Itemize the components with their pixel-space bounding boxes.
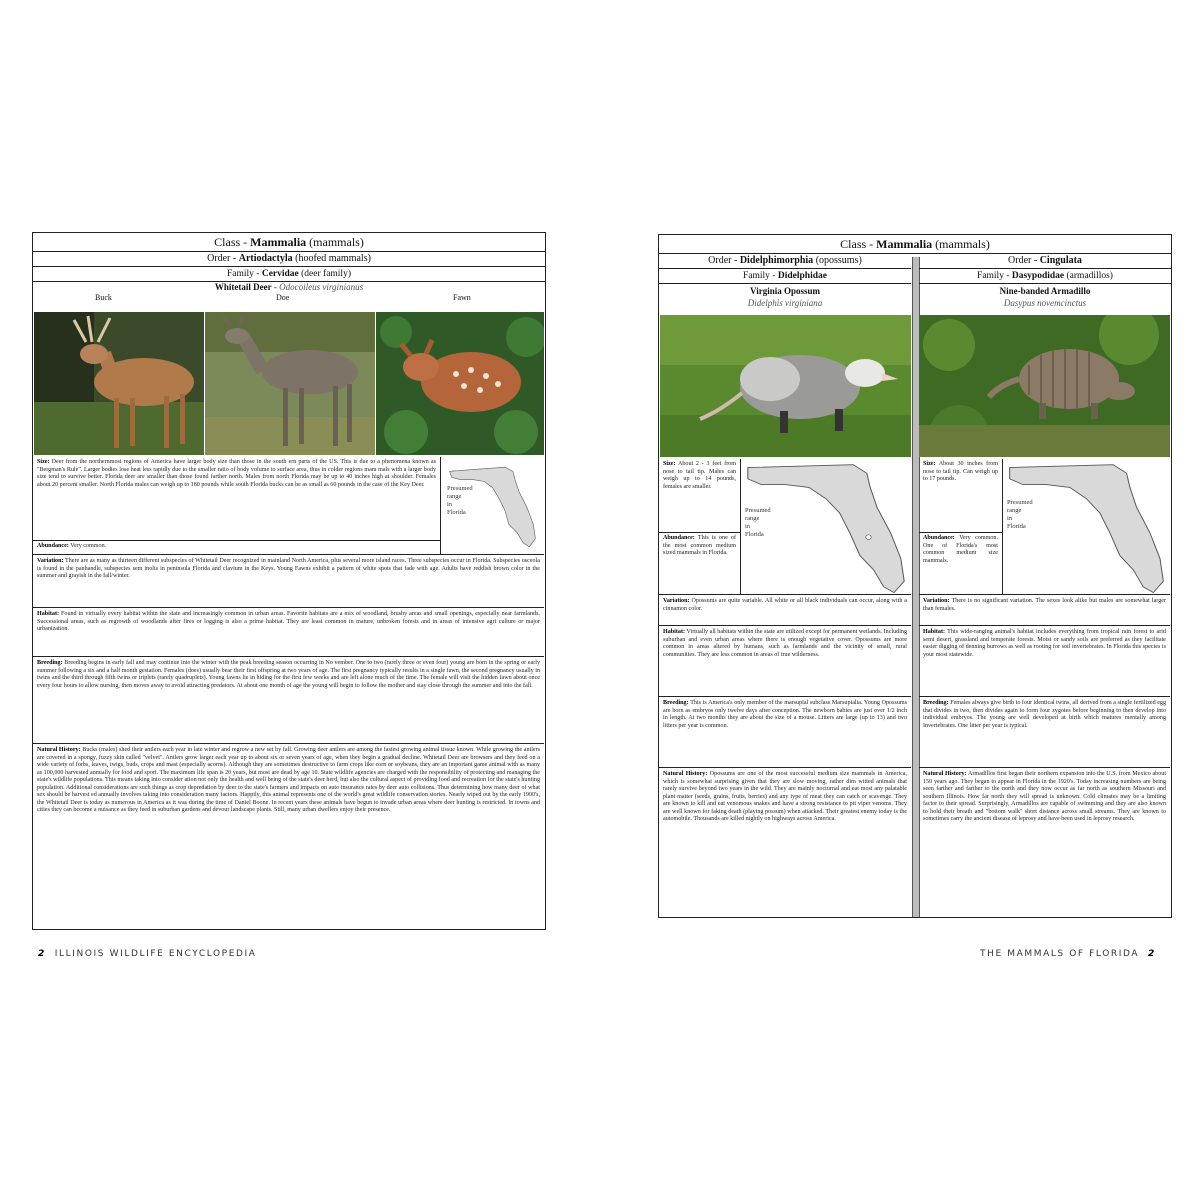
opossum-family-header: Family - Didelphidae <box>659 269 911 284</box>
class-header: Class - Mammalia (mammals) <box>659 235 1171 254</box>
species-title: Whitetail Deer - Odocoileus virginianus <box>214 282 364 292</box>
right-page-number: 2 <box>1148 949 1156 959</box>
photo-label-fawn: Fawn <box>453 293 471 302</box>
variation-section: Variation: There are as many as thirteen different subspecies of Whitetail Deer recognized in mainland North America, plus several more island races. Three subspecies occur in Florida. Subspecies osceola is found in the panhandle, subspecies sem inolis in peninsula Florida and clavium in the Keys. Young Fawns exhibit a pattern of white spots that fade with age. Adults have reddish brown color in the summer and grayish in the fall/winter. <box>33 556 544 608</box>
armadillo-range-map <box>1003 459 1170 595</box>
range-map <box>441 457 544 555</box>
left-page-number: 2 <box>38 949 46 959</box>
class-header: Class - Mammalia (mammals) <box>33 233 545 252</box>
armadillo-title: Nine-banded Armadillo Dasypus novemcinctus <box>999 286 1091 308</box>
armadillo-natural-history-section: Natural History: Armadillos first began their northern expansion into the U.S. from Mexico about 150 years ago. They began to appear in Florida in the 1920's. Today increasing numbers are being seen farther and farther to the north and they now occur as far north as southern Missouri and southern Illinois. How far north they will spread is unknown. Cold climates may be a limiting factor to their spread. Surprisingly, Armadillos are capable of swimming and they are also known to hold their breath and "bottom walk" short distance across small streams. They are known to sometimes carry the ancient disease of leprosy and have been used in leprosy research. <box>923 771 1167 822</box>
opossum-habitat-section: Habitat: Virtually all habitats within the state are utilized except for permanent wetlands. Including suburban and even urban areas where there is enough vegetative cover. Opossums are more common in areas altered by humans, such as farmlands and the vicinity of small, rural communities. They are less common in areas of true wilderness. <box>659 627 911 697</box>
armadillo-variation-section: Variation: There is no significant variation. The sexes look alike but males are somewhat larger than females. <box>919 596 1170 626</box>
opossum-title: Virginia Opossum Didelphis virginiana <box>747 286 823 308</box>
order-header: Order - Artiodactyla (hoofed mammals) <box>33 252 545 267</box>
armadillo-photo <box>919 315 1170 457</box>
natural-history-section: Natural History: Bucks (males) shed their antlers each year in late winter and regrow a new set by fall. Growing deer antlers are among the fastest growing animal tissue known. While growing the antlers are covered in a spongy, fuzzy skin called "velvet". Antlers grow larger each year up to about six or seven years of age, when they begin a gradual decline. Whitetail Deer are browsers and they feed on a wide variety of forbs, leaves, twigs, buds, crops and mast (especially acorns). Although they are sometimes destructive to farm crops like corn or soybeans, they are an important game animal with as many as 100,000 harvested annually for food and sport. The maximum life span is 20 years, but most are dead by age 10. State wildlife agencies are charged with the responsibility of protecting and managing the state's wildlife populations. This means taking into consider ation not only the health and well being of the state's deer herd, but also the cultural aspect of providing food and recreation for the state's hunting population. Additional considerations are such things as crop depredation by deer to the state's farmers and impacts on auto insurance rates by deer auto collisions. Thus determining how many deer of what sex should be harvest ed annually involves taking into consideration many factors. Happily, this animal represents one of the world's great wildlife conservation stories. Nearly wiped out by the early 1900's, the Whitetail Deer is today as numerous in America as it was during the time of Daniel Boone. In recent years these animals have begun to invade urban areas where deer hunting is restricted. In towns and cities they can become a nuisance as they feed in suburban gardens and devour landscape plants. Still, many urban dwellers enjoy their presence. <box>37 747 541 813</box>
armadillo-map-label: Presumed range in Florida <box>1007 499 1033 530</box>
left-footer-title: ILLINOIS WILDLIFE ENCYCLOPEDIA <box>54 949 257 959</box>
armadillo-order-header: Order - Cingulata <box>919 254 1171 269</box>
photo-label-doe: Doe <box>276 293 290 302</box>
buck-photo <box>34 312 204 455</box>
breeding-section: Breeding: Breeding begins in early fall and may continue into the winter with the peak breeding season occurring in No vember. One to two (rarely three or even four) young are born in the spring or early summer following a six and a half month gestation. Females (does) usually bear their first offspring at two years of age. The first pregnancy typically results in a single fawn, the second pregnancy usually in twins and the third through fifth twins or triplets (rarely quadruplets). Young fawns lie in hiding for the first few weeks and are left alone much of the time. The female will visit the hidden fawn about once every four hours to allow nursing, then moves away to avoid attracting predators. At about one month of age the young will begin to follow the mother and stay close through the summer and into the fall. <box>33 658 544 744</box>
opossum-breeding-section: Breeding: This is America's only member of the marsupial subclass Marsupialia. Young Opossums are born as embryos only twelve days after conception. The newborn babies are just over 1/2 inch in length. At two months they are about the size of a mouse. Litters are large (up to 13) and two litters per year is common. <box>659 698 911 768</box>
doe-photo <box>205 312 375 455</box>
opossum-abundance-section: Abundance: This is one of the most common medium sized mammals in Florida. <box>659 533 741 595</box>
left-page <box>32 232 546 930</box>
family-header: Family - Cervidae (deer family) <box>33 267 545 282</box>
armadillo-abundance-section: Abundance: Very common. One of Florida's most common medium size mammals. <box>919 533 1003 595</box>
opossum-map-label: Presumed range in Florida <box>745 507 771 538</box>
opossum-variation-section: Variation: Opossums are quite variable. All white or all black individuals can occur, along with a cinnamon color. <box>659 596 911 626</box>
armadillo-size-section: Size: About 30 inches from nose to tail tip. Can weigh up to 17 pounds. <box>919 459 1003 533</box>
habitat-section: Habitat: Found in virtually every habitat within the state and increasingly common in urban areas. Favorite habitats are a mix of woodland, brushy areas and small openings, especially near farmlands. Successional areas, such as regrowth of woodlands after fires or logging is also a prime habitat. They are least common in mature, unbroken forests and in areas of intensive agri culture or major urbanization. <box>33 609 544 657</box>
size-section: Size: Deer from the northernmost regions of America have larger body size than those in the south ern parts of the US. This is due to a phenomena known as "Bergman's Rule". Larger bodies lose heat less rapidly due to the smaller ratio of body volume to surface area, thus in colder regions mam mals with a larger body size tend to survive better. Florida deer are smaller than those found farther north. Males from north Florida may be up to 40 inches high at shoulder. Females about 20 percent smaller. North Florida males can weigh up to 180 pounds while south Florida bucks can be as small as 60 pounds in the case of the Key Deer. <box>33 457 441 541</box>
armadillo-habitat-section: Habitat: This wide-ranging animal's habitat includes everything from tropical rain forest to arid semi desert, grassland and temperate forests. Moist or sandy soils are preferred as they facilitate easier digging of denning burrows as well as rooting for soil invertebrates. In Florida this species is your most statewide. <box>919 627 1170 697</box>
fawn-photo <box>376 312 544 455</box>
opossum-natural-history-section: Natural History: Opossums are one of the most successful medium size mammals in America, which is somewhat surprising given that they are slow moving, rather dim witted animals that rarely survive beyond two years in the wild. They are mainly nocturnal and eat most any palatable plant matter (seeds, grains, fruits, berries) and any type of meat they can catch or scavenge. They are known to kill and eat venomous snakes and have a strong resistance to pit viper venoms. They are well known for faking death (playing possum) when attacked. Their greatest enemy today is the automobile. Thousands are killed nightly on highways across America. <box>663 771 907 822</box>
right-footer <box>980 949 1156 959</box>
opossum-range-map <box>741 459 911 595</box>
opossum-order-header: Order - Didelphimorphia (opossums) <box>659 254 911 269</box>
abundance-section: Abundance: Very common. <box>33 541 441 555</box>
opossum-size-section: Size: About 2 - 3 feet from nose to tail tip. Males can weigh up to 14 pounds, females are smaller. <box>659 459 741 533</box>
map-label: Presumed range in Florida <box>447 485 473 516</box>
right-page <box>658 234 1172 918</box>
opossum-photo <box>660 315 911 457</box>
right-footer-title: THE MAMMALS OF FLORIDA <box>980 949 1140 959</box>
armadillo-family-header: Family - Dasypodidae (armadillos) <box>919 269 1171 284</box>
photo-labels <box>33 293 545 302</box>
left-footer <box>38 949 257 959</box>
armadillo-breeding-section: Breeding: Females always give birth to four identical twins, all derived from a single fertilized egg that divides in two, then divides again to form four zygotes before beginning to then develop into individual embryos. The young are well developed at birth which matures mentally among Invertebrates. One litter per year is typical. <box>919 698 1170 768</box>
photo-label-buck: Buck <box>95 293 112 302</box>
